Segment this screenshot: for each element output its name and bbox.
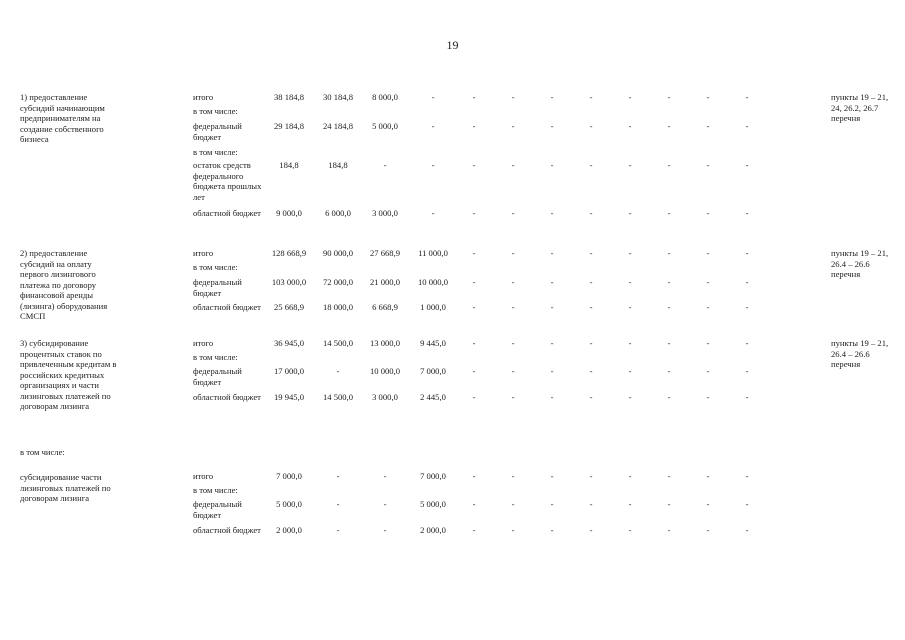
- block-1-reference: пункты 19 – 21, 24, 26.2, 26.7 перечня: [831, 92, 889, 123]
- row-label: в том числе:: [193, 147, 238, 157]
- page-number: 19: [446, 38, 459, 52]
- empty-cell: -: [667, 208, 671, 218]
- empty-cell: -: [745, 525, 749, 535]
- block-2-title: 2) предоставление субсидий на оплату первого лизингового платежа по договору финансовой аренды (лизинга) оборудования СМСП: [20, 248, 108, 321]
- empty-cell: -: [472, 366, 476, 376]
- including-note: в том числе:: [20, 447, 65, 457]
- empty-cell: -: [550, 248, 554, 258]
- empty-cell: -: [745, 302, 749, 312]
- empty-cell: -: [745, 92, 749, 102]
- row-label: областной бюджет: [193, 302, 261, 312]
- row-label: федеральный бюджет: [193, 366, 242, 387]
- value-cell: 90 000,0: [322, 248, 354, 258]
- empty-cell: -: [472, 92, 476, 102]
- row-label: областной бюджет: [193, 208, 261, 218]
- empty-cell: -: [706, 338, 710, 348]
- value-cell: -: [383, 525, 387, 535]
- value-cell: 19 945,0: [273, 392, 305, 402]
- value-cell: 10 000,0: [417, 277, 449, 287]
- empty-cell: -: [745, 248, 749, 258]
- value-cell: -: [336, 525, 340, 535]
- empty-cell: -: [628, 525, 632, 535]
- empty-cell: -: [628, 302, 632, 312]
- block-3-title: 3) субсидирование процентных ставок по привлеченным кредитам в российских кредитных организациях и части лизинговых платежей по договорам лизинга: [20, 338, 117, 411]
- row-label: федеральный бюджет: [193, 277, 242, 298]
- empty-cell: -: [472, 471, 476, 481]
- block-3-reference: пункты 19 – 21, 26.4 – 26.6 перечня: [831, 338, 889, 369]
- value-cell: 18 000,0: [322, 302, 354, 312]
- value-cell: -: [431, 160, 435, 170]
- empty-cell: -: [628, 121, 632, 131]
- empty-cell: -: [472, 525, 476, 535]
- row-label: федеральный бюджет: [193, 499, 242, 520]
- value-cell: 9 445,0: [420, 338, 446, 348]
- row-label: итого: [193, 338, 214, 348]
- empty-cell: -: [667, 160, 671, 170]
- row-label: областной бюджет: [193, 525, 261, 535]
- value-cell: 184,8: [328, 160, 348, 170]
- row-label: в том числе:: [193, 262, 238, 272]
- empty-cell: -: [511, 471, 515, 481]
- empty-cell: -: [511, 92, 515, 102]
- empty-cell: -: [550, 160, 554, 170]
- value-cell: 36 945,0: [273, 338, 305, 348]
- row-label: областной бюджет: [193, 392, 261, 402]
- value-cell: 103 000,0: [271, 277, 307, 287]
- empty-cell: -: [667, 277, 671, 287]
- empty-cell: -: [706, 121, 710, 131]
- empty-cell: -: [667, 525, 671, 535]
- empty-cell: -: [706, 366, 710, 376]
- value-cell: -: [431, 208, 435, 218]
- empty-cell: -: [511, 160, 515, 170]
- empty-cell: -: [706, 277, 710, 287]
- value-cell: 14 500,0: [322, 392, 354, 402]
- value-cell: -: [336, 499, 340, 509]
- empty-cell: -: [511, 525, 515, 535]
- value-cell: 2 000,0: [420, 525, 446, 535]
- empty-cell: -: [706, 392, 710, 402]
- empty-cell: -: [589, 525, 593, 535]
- empty-cell: -: [706, 302, 710, 312]
- row-label: итого: [193, 248, 214, 258]
- empty-cell: -: [706, 208, 710, 218]
- value-cell: 3 000,0: [372, 208, 398, 218]
- empty-cell: -: [511, 248, 515, 258]
- value-cell: 25 668,9: [273, 302, 305, 312]
- empty-cell: -: [550, 302, 554, 312]
- empty-cell: -: [511, 338, 515, 348]
- empty-cell: -: [745, 392, 749, 402]
- row-label: остаток средств федерального бюджета прошлых лет: [193, 160, 262, 202]
- empty-cell: -: [550, 366, 554, 376]
- empty-cell: -: [706, 525, 710, 535]
- empty-cell: -: [667, 92, 671, 102]
- empty-cell: -: [511, 366, 515, 376]
- value-cell: -: [431, 92, 435, 102]
- value-cell: 1 000,0: [420, 302, 446, 312]
- empty-cell: -: [550, 92, 554, 102]
- value-cell: 29 184,8: [273, 121, 305, 131]
- empty-cell: -: [706, 499, 710, 509]
- empty-cell: -: [589, 471, 593, 481]
- empty-cell: -: [589, 121, 593, 131]
- value-cell: 21 000,0: [369, 277, 401, 287]
- value-cell: 17 000,0: [273, 366, 305, 376]
- empty-cell: -: [706, 92, 710, 102]
- value-cell: 6 668,9: [372, 302, 398, 312]
- value-cell: 128 668,9: [271, 248, 307, 258]
- empty-cell: -: [745, 160, 749, 170]
- empty-cell: -: [706, 160, 710, 170]
- empty-cell: -: [472, 499, 476, 509]
- block-2-reference: пункты 19 – 21, 26.4 – 26.6 перечня: [831, 248, 889, 279]
- empty-cell: -: [628, 248, 632, 258]
- value-cell: 2 000,0: [276, 525, 302, 535]
- empty-cell: -: [628, 277, 632, 287]
- empty-cell: -: [589, 248, 593, 258]
- empty-cell: -: [511, 499, 515, 509]
- empty-cell: -: [511, 277, 515, 287]
- empty-cell: -: [550, 525, 554, 535]
- empty-cell: -: [628, 392, 632, 402]
- value-cell: 5 000,0: [372, 121, 398, 131]
- empty-cell: -: [511, 208, 515, 218]
- empty-cell: -: [589, 208, 593, 218]
- empty-cell: -: [589, 392, 593, 402]
- empty-cell: -: [589, 160, 593, 170]
- value-cell: 27 668,9: [369, 248, 401, 258]
- value-cell: -: [383, 160, 387, 170]
- empty-cell: -: [589, 277, 593, 287]
- empty-cell: -: [589, 92, 593, 102]
- empty-cell: -: [628, 338, 632, 348]
- empty-cell: -: [628, 160, 632, 170]
- empty-cell: -: [550, 499, 554, 509]
- empty-cell: -: [472, 392, 476, 402]
- value-cell: -: [431, 121, 435, 131]
- empty-cell: -: [628, 208, 632, 218]
- value-cell: 24 184,8: [322, 121, 354, 131]
- value-cell: 6 000,0: [325, 208, 351, 218]
- empty-cell: -: [745, 471, 749, 481]
- empty-cell: -: [472, 208, 476, 218]
- value-cell: 9 000,0: [276, 208, 302, 218]
- value-cell: -: [383, 499, 387, 509]
- empty-cell: -: [745, 277, 749, 287]
- block-1-title: 1) предоставление субсидий начинающим предпринимателям на создание собственного бизнеса: [20, 92, 105, 144]
- empty-cell: -: [511, 392, 515, 402]
- empty-cell: -: [667, 248, 671, 258]
- empty-cell: -: [745, 208, 749, 218]
- row-label: в том числе:: [193, 106, 238, 116]
- empty-cell: -: [589, 366, 593, 376]
- value-cell: -: [336, 471, 340, 481]
- value-cell: 3 000,0: [372, 392, 398, 402]
- value-cell: 7 000,0: [420, 366, 446, 376]
- empty-cell: -: [745, 366, 749, 376]
- empty-cell: -: [550, 121, 554, 131]
- empty-cell: -: [745, 499, 749, 509]
- empty-cell: -: [706, 248, 710, 258]
- value-cell: 7 000,0: [420, 471, 446, 481]
- empty-cell: -: [667, 366, 671, 376]
- value-cell: 10 000,0: [369, 366, 401, 376]
- empty-cell: -: [667, 121, 671, 131]
- value-cell: 11 000,0: [418, 248, 448, 258]
- value-cell: -: [383, 471, 387, 481]
- value-cell: 8 000,0: [372, 92, 398, 102]
- empty-cell: -: [667, 338, 671, 348]
- empty-cell: -: [511, 121, 515, 131]
- empty-cell: -: [745, 338, 749, 348]
- value-cell: 13 000,0: [369, 338, 401, 348]
- value-cell: 5 000,0: [276, 499, 302, 509]
- empty-cell: -: [511, 302, 515, 312]
- value-cell: 30 184,8: [322, 92, 354, 102]
- empty-cell: -: [472, 248, 476, 258]
- empty-cell: -: [628, 92, 632, 102]
- value-cell: 14 500,0: [322, 338, 354, 348]
- value-cell: 184,8: [279, 160, 299, 170]
- empty-cell: -: [667, 499, 671, 509]
- empty-cell: -: [589, 302, 593, 312]
- row-label: федеральный бюджет: [193, 121, 242, 142]
- value-cell: 72 000,0: [322, 277, 354, 287]
- row-label: в том числе:: [193, 352, 238, 362]
- row-label: в том числе:: [193, 485, 238, 495]
- empty-cell: -: [550, 392, 554, 402]
- block-4-title: субсидирование части лизинговых платежей по договорам лизинга: [20, 472, 111, 503]
- empty-cell: -: [550, 277, 554, 287]
- empty-cell: -: [667, 392, 671, 402]
- empty-cell: -: [472, 160, 476, 170]
- empty-cell: -: [550, 338, 554, 348]
- empty-cell: -: [472, 277, 476, 287]
- value-cell: 7 000,0: [276, 471, 302, 481]
- row-label: итого: [193, 92, 214, 102]
- empty-cell: -: [472, 121, 476, 131]
- empty-cell: -: [550, 471, 554, 481]
- empty-cell: -: [628, 499, 632, 509]
- empty-cell: -: [706, 471, 710, 481]
- empty-cell: -: [589, 338, 593, 348]
- empty-cell: -: [628, 366, 632, 376]
- empty-cell: -: [472, 302, 476, 312]
- value-cell: 5 000,0: [420, 499, 446, 509]
- value-cell: 2 445,0: [420, 392, 446, 402]
- empty-cell: -: [745, 121, 749, 131]
- empty-cell: -: [667, 471, 671, 481]
- empty-cell: -: [628, 471, 632, 481]
- value-cell: 38 184,8: [273, 92, 305, 102]
- empty-cell: -: [589, 499, 593, 509]
- empty-cell: -: [550, 208, 554, 218]
- empty-cell: -: [667, 302, 671, 312]
- empty-cell: -: [472, 338, 476, 348]
- row-label: итого: [193, 471, 214, 481]
- value-cell: -: [336, 366, 340, 376]
